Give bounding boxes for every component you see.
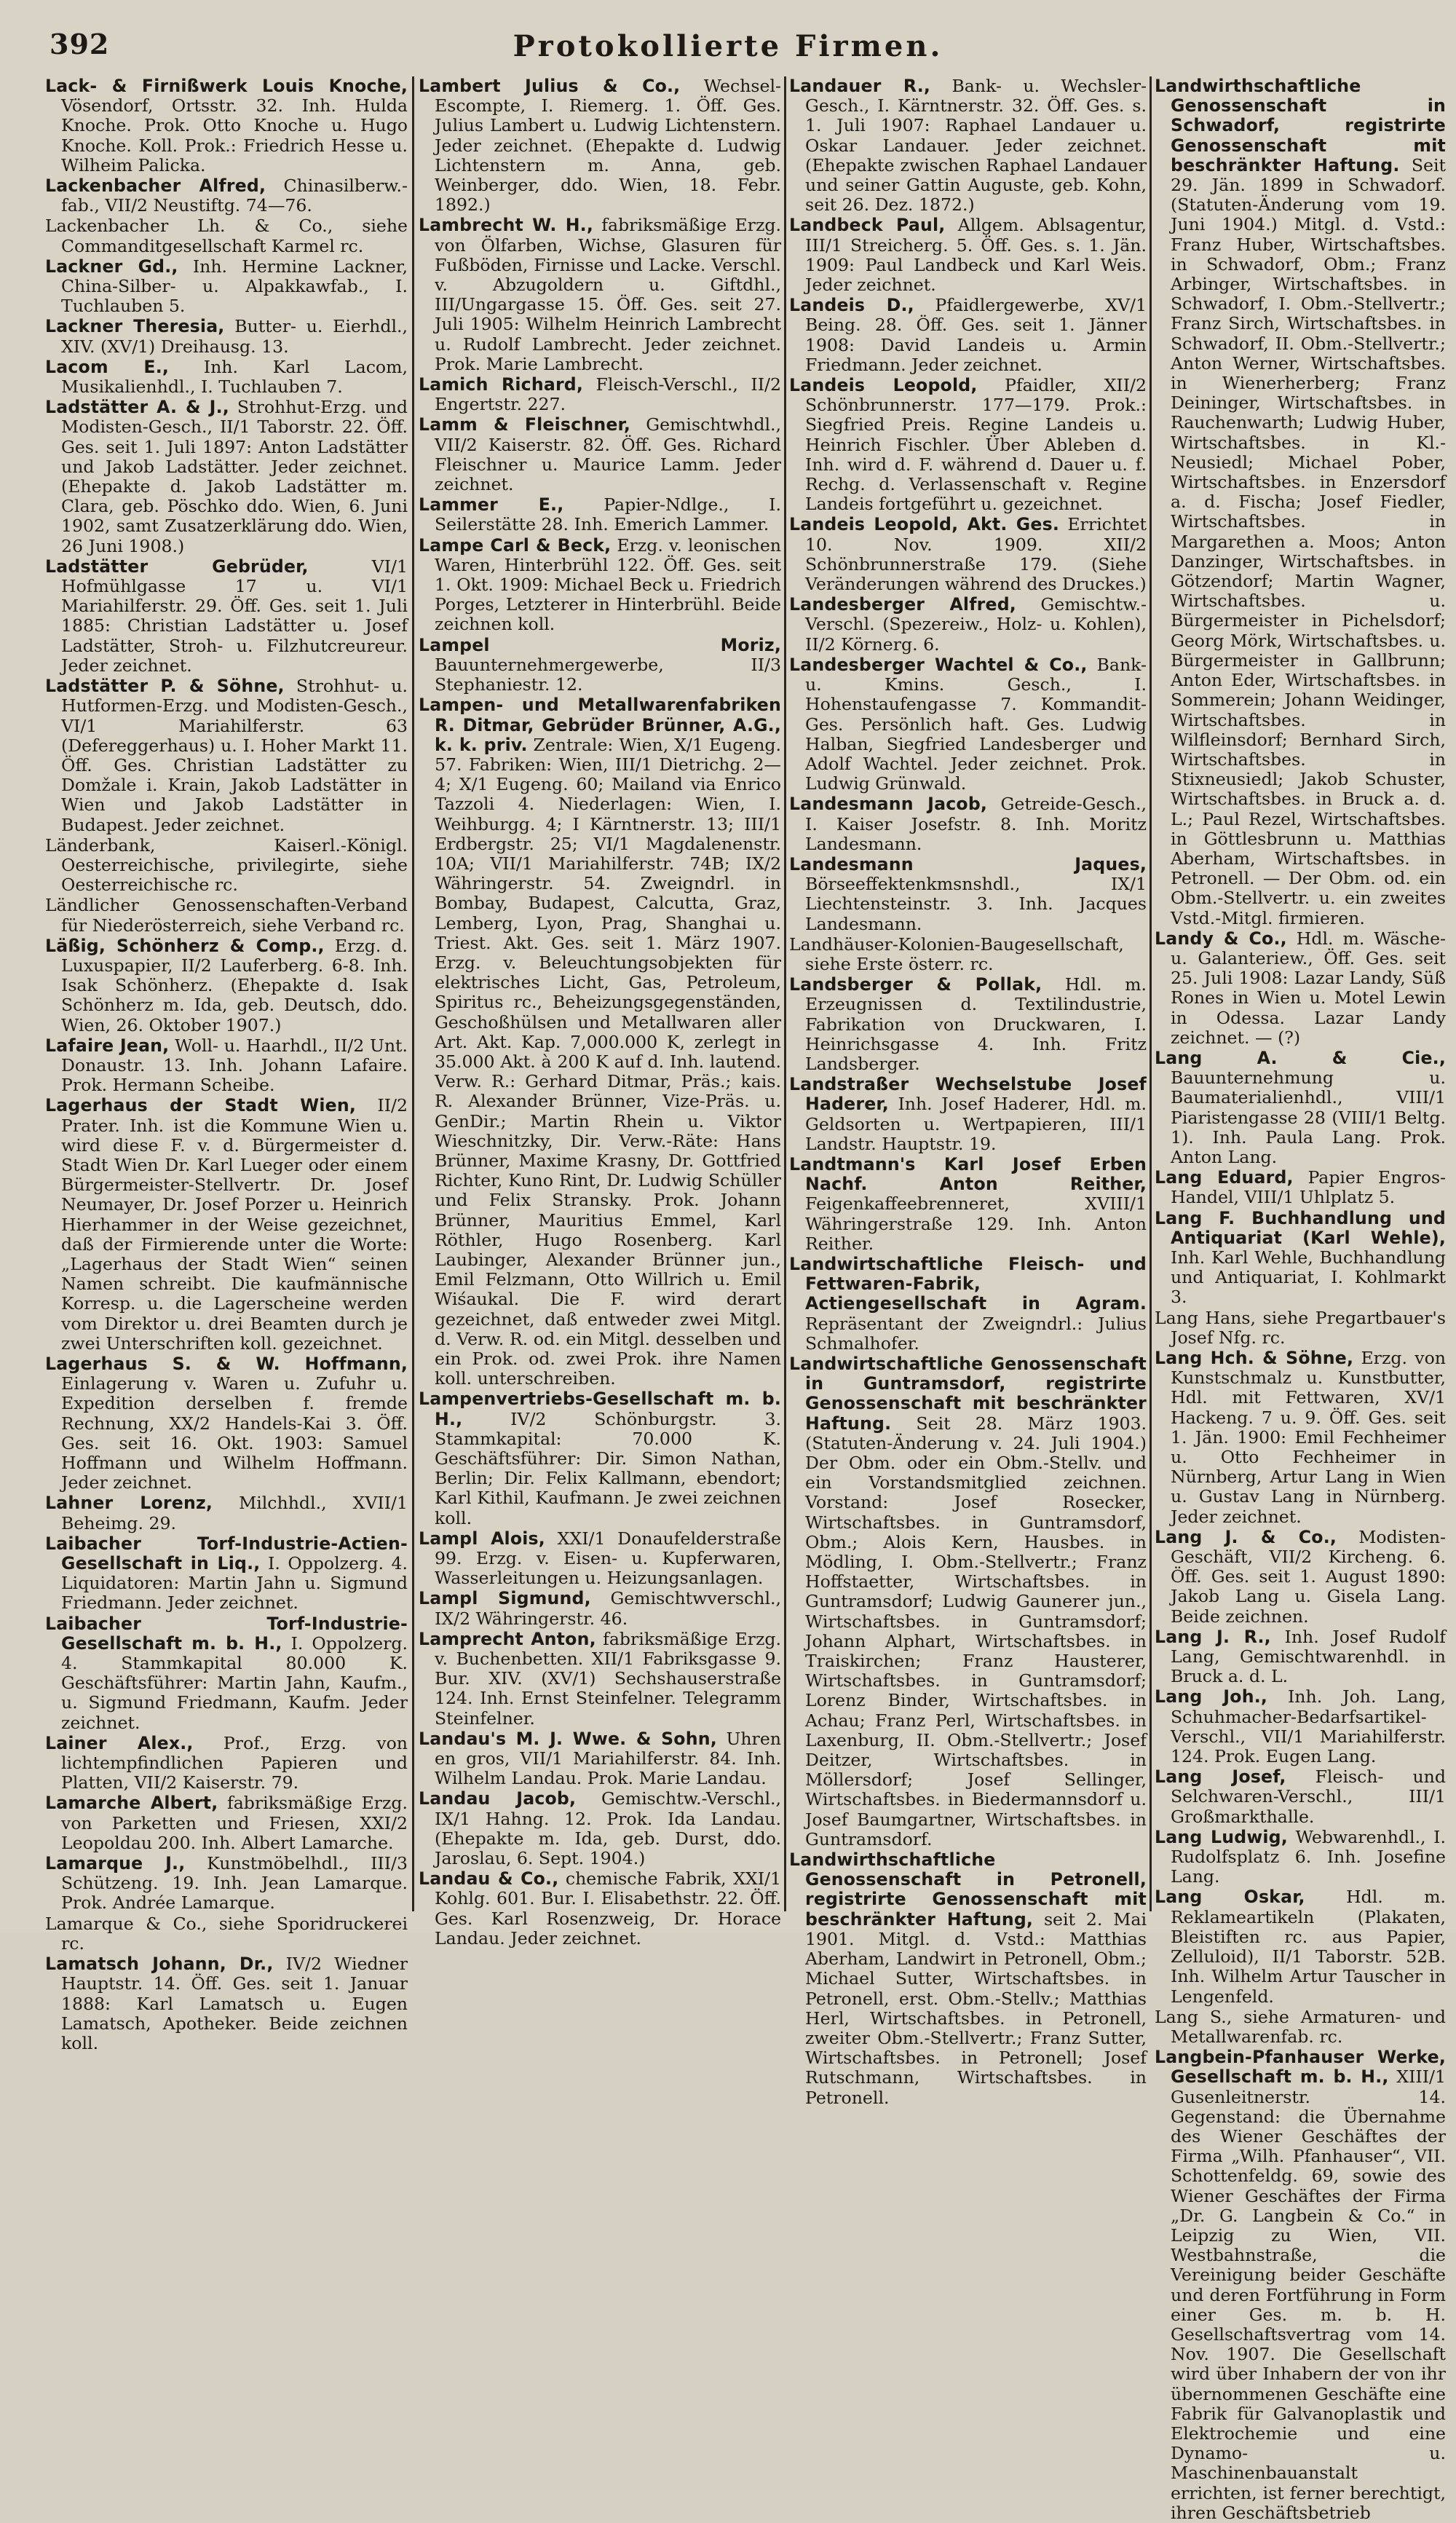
directory-entry <box>419 1789 781 1868</box>
firm-name: Lamprecht Anton, <box>419 1628 596 1649</box>
directory-entry <box>1155 1828 1446 1887</box>
firm-name: Lammer E., <box>419 494 564 516</box>
directory-entry <box>419 1869 781 1948</box>
entry-text: Strohhut-Erzg. und Modisten-Gesch., II/1 Taborstr. 22. Öff. Ges. seit 1. Juli 1897: Anton Ladstätter und Jakob Ladstätter. Jeder zeichnet. (Ehepakte d. Jakob Ladstätter m. Clara, geb. Pöschko ddo. Wien, 6. Juni 1902, samt Zusatzerklärung ddo. Wien, 26 Juni 1908.) <box>61 397 408 556</box>
directory-entry <box>419 375 781 414</box>
directory-entry <box>45 1614 408 1733</box>
entry-text: Inh. Josef Haderer, Hdl. m. Geldsorten u. Wertpapieren, III/1 Landstr. Hauptstr. 19. <box>805 1094 1147 1154</box>
directory-entry <box>45 1534 408 1614</box>
entry-text: Ländlicher Genossenschaften-Verband für Niederösterreich, siehe Verband rc. <box>45 895 408 936</box>
entry-text: Inh. Hermine Lackner, China-Silber- u. Alpakkawfab., I. Tuchlauben 5. <box>61 256 408 317</box>
directory-entry <box>789 1255 1147 1354</box>
firm-name: Landsberger & Pollak, <box>789 974 1042 995</box>
directory-entry <box>45 176 408 216</box>
firm-name: Lang Josef, <box>1155 1766 1286 1788</box>
directory-entry <box>789 216 1147 295</box>
firm-name: Landy & Co., <box>1155 928 1287 949</box>
directory-entry <box>789 655 1147 794</box>
firm-name: Langbein-Pfanhauser Werke, Gesellschaft m. b. H., <box>1155 2047 1446 2088</box>
entry-text: Seit 28. März 1903. (Statuten-Änderung v. 24. Juli 1904.) Der Obm. oder ein Obm.-Stellv. und ein Vorstandsmitglied zeichnen. Vorstand: Josef Rosecker, Wirtschaftsbes. in Guntramsdorf, Obm.; Alois Kern, Hausbes. in Mödling, I. Obm.-Stellvertr.; Franz Hoffstaetter, Wirtschaftsbes. in Guntramsdorf; Ludwig Gaunerer jun., Wirtschaftsbes. in Guntramsdorf; Johann Alphart, Wirtschaftsbes. in Traiskirchen; Franz Hausterer, Wirtschaftsbes. in Guntramsdorf; Lorenz Binder, Wirtschaftsbes. in Achau; Franz Perl, Wirtschaftsbes. in Laxenburg, II. Obm.-Stellvertr.; Josef Deitzer, Wirtschaftsbes. in Möllersdorf; Josef Sellinger, Wirtschaftsbes. in Biedermannsdorf u. Josef Baumgartner, Wirtschaftsbes. in Guntramsdorf. <box>805 1413 1147 1849</box>
directory-entry <box>419 415 781 494</box>
firm-name: Lang J. R., <box>1155 1626 1271 1647</box>
firm-name: Landauer R., <box>789 76 931 96</box>
directory-entry <box>45 398 408 556</box>
directory-entry <box>419 1589 781 1628</box>
directory-entry <box>45 557 408 676</box>
firm-name: Landtmann's Karl Josef Erben Nachf. Anton Reither, <box>789 1153 1147 1195</box>
entry-text: Bauunternehmung u. Baumaterialienhdl., VIII/1 Piaristengasse 28 (VIII/1 Beltg. 1). Inh. Paula Lang. Prok. Anton Lang. <box>1171 1067 1446 1167</box>
entry-text: Gemischtwverschl., IX/2 Währingerstr. 46. <box>435 1588 781 1629</box>
entry-text: Butter- u. Eierhdl., XIV. (XV/1) Dreihausg. 13. <box>61 316 408 357</box>
entry-text: Inh. Karl Wehle, Buchhandlung und Antiquariat, I. Kohlmarkt 3. <box>1171 1247 1446 1308</box>
entry-text: Feigenkaffeebrenneret, XVIII/1 Währingerstraße 129. Inh. Anton Reither. <box>805 1193 1147 1254</box>
directory-entry <box>45 896 408 935</box>
directory-entry <box>1155 1627 1446 1687</box>
entry-text: Einlagerung v. Waren u. Zufuhr u. Expedition derselben f. fremde Rechnung, XX/2 Handels-Kai 3. Öff. Ges. seit 16. Okt. 1903: Samuel Hoffmann und Wilhelm Hoffmann. Jeder zeichnet. <box>61 1373 408 1493</box>
firm-name: Lamarche Albert, <box>45 1793 218 1814</box>
directory-entry <box>1155 1349 1446 1527</box>
directory-entry <box>45 1493 408 1533</box>
firm-name: Lampl Alois, <box>419 1528 545 1549</box>
entry-text: Inh. Karl Lacom, Musikalienhdl., I. Tuchlauben 7. <box>61 356 408 398</box>
firm-name: Lambert Julius & Co., <box>419 76 681 96</box>
directory-entry <box>45 1354 408 1493</box>
entry-text: Uhren en gros, VII/1 Mariahilferstr. 84. Inh. Wilhelm Landau. Prok. Marie Landau. <box>435 1728 781 1789</box>
entry-text: chemische Fabrik, XXI/1 Kohlg. 601. Bur. I. Elisabethstr. 22. Öff. Ges. Karl Rosenzweig, Dr. Horace Landau. Jeder zeichnet. <box>435 1868 782 1948</box>
directory-entry <box>419 216 781 374</box>
firm-name: Laibacher Torf-Industrie-Actien-Gesellschaft in Liq., <box>45 1533 408 1574</box>
entry-text: Papier-Ndlge., I. Seilerstätte 28. Inh. Emerich Lammer. <box>435 494 781 535</box>
directory-entry <box>1155 2048 1446 2523</box>
firm-name: Landesberger Alfred, <box>789 594 1016 615</box>
directory-entry <box>789 1155 1147 1254</box>
directory-entry <box>45 317 408 356</box>
directory-entry <box>789 855 1147 934</box>
page-header <box>0 22 1456 76</box>
firm-name: Landstraßer Wechselstube Josef Haderer, <box>789 1074 1147 1115</box>
column-4 <box>1155 76 1447 2523</box>
directory-entry <box>1155 1528 1446 1627</box>
entry-text: Hdl. m. Reklameartikeln (Plakaten, Bleistiften rc. aus Papier, Zelluloid), II/1 Taborstr. 52B. Inh. Wilhelm Artur Tauscher in Lengenfeld. <box>1171 1887 1446 2007</box>
directory-entry <box>789 975 1147 1074</box>
entry-text: Bank- u. Wechsler-Gesch., I. Kärntnerstr. 32. Öff. Ges. s. 1. Juli 1907: Raphael Landauer u. Oskar Landauer. Jeder zeichnet. (Ehepakte zwischen Raphael Landauer und seiner Gattin Auguste, geb. Kohn, seit 26. Dez. 1872.) <box>805 76 1147 216</box>
firm-name: Lagerhaus S. & W. Hoffmann, <box>45 1354 408 1374</box>
firm-name: Lampenvertriebs-Gesellschaft m. b. H., <box>419 1389 781 1429</box>
entry-text: Pfaidler, XII/2 Schönbrunnerstr. 177—179. Prok.: Siegfried Preis. Regine Landeis u. Heinrich Fischler. Über Ableben d. Inh. wird d. F. während d. Dauer u. f. Rechg. d. Verlassenschaft v. Regine Landeis fortgeführt u. gezeichnet. <box>805 375 1147 515</box>
directory-entry <box>789 376 1147 514</box>
directory-entry <box>45 76 408 175</box>
entry-text: VI/1 Hofmühlgasse 17 u. VI/1 Mariahilferstr. 29. Öff. Ges. seit 1. Juli 1885: Christian Ladstätter u. Josef Ladstätter, Stroh- u. Filzhutcreureur. Jeder zeichnet. <box>61 556 408 676</box>
entry-text: Milchhdl., XVII/1 Beheimg. 29. <box>61 1493 408 1533</box>
firm-name: Landau & Co., <box>419 1868 559 1890</box>
directory-entry <box>789 76 1147 215</box>
directory-entry <box>419 495 781 534</box>
firm-name: Landwirthschaftliche Genossenschaft in Schwadorf, registrirte Genossenschaft mit beschränkter Haftung. <box>1155 76 1446 175</box>
firm-name: Landeis Leopold, <box>789 375 978 396</box>
column-2 <box>419 76 782 1948</box>
firm-name: Lamatsch Johann, Dr., <box>45 1954 274 1975</box>
firm-name: Ladstätter Gebrüder, <box>45 556 309 577</box>
firm-name: Landeis D., <box>789 295 914 316</box>
entry-text: Repräsentant der Zweigndrl.: Julius Schmalhofer. <box>805 1313 1147 1354</box>
firm-name: Lahner Lorenz, <box>45 1493 213 1514</box>
directory-entry <box>419 1529 781 1589</box>
entry-text: Börseeffektenkmsnshdl., IX/1 Liechtensteinstr. 3. Inh. Jacques Landesmann. <box>805 874 1147 934</box>
firm-name: Lang Joh., <box>1155 1686 1268 1707</box>
entry-text: Wechsel-Escompte, I. Riemerg. 1. Öff. Ges. Julius Lambert u. Ludwig Lichtenstern. Jeder zeichnet. (Ehepakte d. Ludwig Lichtenstern m. Anna, geb. Weinberger, ddo. Wien, 18. Febr. 1892.) <box>435 76 782 216</box>
entry-text: Lackenbacher Lh. & Co., siehe Commanditgesellschaft Karmel rc. <box>45 216 408 256</box>
entry-text: fabriksmäßige Erzg. von Ölfarben, Wichse, Glasuren für Fußböden, Firnisse und Lacke. Verschl. v. Abzugoldern u. Giftdhl., III/Ungargasse 15. Öff. Ges. seit 27. Juli 1905: Wilhelm Heinrich Lambrecht u. Rudolf Lambrecht. Jeder zeichnet. Prok. Marie Lambrecht. <box>435 215 781 374</box>
directory-entry <box>419 536 781 635</box>
directory-entry <box>419 1630 781 1729</box>
entry-text: Kunstmöbelhdl., III/3 Schützeng. 19. Inh. Jean Lamarque. Prok. Andrée Lamarque. <box>61 1853 408 1914</box>
firm-name: Lafaire Jean, <box>45 1035 170 1056</box>
directory-entry <box>45 1734 408 1793</box>
entry-text: Seit 29. Jän. 1899 in Schwadorf. (Statuten-Änderung vom 19. Juni 1904.) Mitgl. d. Vstd.: Franz Huber, Wirtschaftsbes. in Schwadorf, Obm.; Franz Arbinger, Wirtschaftsbes. in Schwadorf, I. Obm.-Stellvertr.; Franz Sirch, Wirtschaftsbes. in Schwadorf, II. Obm.-Stellvertr.; Anton Werner, Wirtschaftsbes. in Wienerherberg; Franz Deininger, Wirtschaftsbes. in Rauchenwarth; Ludwig Huber, Wirtschaftsbes. in Kl.-Neusiedl; Michael Pober, Wirtschaftsbes. in Enzersdorf a. d. Fischa; Josef Fiedler, Wirtschaftsbes. in Margarethen a. Moos; Anton Danzinger, Wirtschaftsbes. in Götzendorf; Martin Wagner, Wirtschaftsbes. u. Bürgermeister in Pichelsdorf; Georg Mörk, Wirtschaftsbes. u. Bürgermeister in Gallbrunn; Anton Eder, Wirtschaftsbes. in Sommerein; Johann Weidinger, Wirtschaftsbes. in Wilfleinsdorf; Bernhard Sirch, Wirtschaftsbes. in Stixneusiedl; Jakob Schuster, Wirtschaftsbes. in Bruck a. d. L.; Paul Rezel, Wirtschaftsbes. in Göttlesbrunn u. Matthias Aberham, Wirtschaftsbes. in Petronell. — Der Obm. od. ein Obm.-Stellvertr. u. ein zweites Vstd.-Mitgl. firmieren. <box>1171 154 1446 928</box>
firm-name: Lang J. & Co., <box>1155 1526 1337 1547</box>
entry-text: Erzg. v. leonischen Waren, Hinterbrühl 122. Öff. Ges. seit 1. Okt. 1909: Michael Beck u. Friedrich Porges, Letzterer in Hinterbrühl. Beide zeichnen koll. <box>435 534 781 635</box>
entry-text: Errichtet 10. Nov. 1909. XII/2 Schönbrunnerstraße 179. (Siehe Veränderungen während des Druckes.) <box>805 514 1147 595</box>
firm-name: Laibacher Torf-Industrie-Gesellschaft m. b. H., <box>45 1613 408 1654</box>
firm-name: Lackner Gd., <box>45 256 178 277</box>
firm-name: Lacom E., <box>45 356 170 377</box>
firm-name: Landwirtschaftliche Genossenschaft in Guntramsdorf, registrirte Genossenschaft mit beschränkter Haftung. <box>789 1354 1147 1434</box>
page-title: Protokollierte Firmen. <box>513 29 943 63</box>
entry-text: Lang Hans, siehe Pregartbauer's Josef Nfg. rc. <box>1155 1307 1446 1348</box>
firm-name: Lamm & Fleischner, <box>419 414 631 435</box>
directory-entry <box>419 636 781 695</box>
directory-entry <box>1155 1209 1446 1308</box>
directory-entry <box>45 1096 408 1354</box>
directory-entry <box>45 1954 408 2053</box>
firm-name: Lamich Richard, <box>419 374 584 395</box>
firm-name: Lang F. Buchhandlung und Antiquariat (Karl Wehle), <box>1155 1207 1446 1248</box>
firm-name: Lang Hch. & Söhne, <box>1155 1348 1354 1368</box>
entry-text: Inh. Josef Rudolf Lang, Gemischtwarenhdl. in Bruck a. d. L. <box>1171 1626 1447 1687</box>
page-number: 392 <box>50 28 110 60</box>
directory-entry <box>1155 2007 1446 2047</box>
directory-entry <box>419 695 781 1389</box>
directory-entry <box>1155 1308 1446 1348</box>
firm-name: Landesmann Jacob, <box>789 794 988 815</box>
entry-text: Fleisch- und Selchwaren-Verschl., III/1 Großmarkthalle. <box>1171 1766 1446 1827</box>
entry-text: Inh. Joh. Lang, Schuhmacher-Bedarfsartikel-Verschl., VII/1 Mariahilferstr. 124. Prok. Eugen Lang. <box>1171 1686 1446 1767</box>
entry-text: I. Oppolzerg. 4. Liquidatoren: Martin Jahn u. Sigmund Friedmann. Jeder zeichnet. <box>61 1553 408 1614</box>
entry-text: Modisten-Geschäft, VII/2 Kircheng. 6. Öff. Ges. seit 1. August 1890: Jakob Lang u. Gisela Lang. Beide zeichnen. <box>1171 1526 1446 1627</box>
entry-text: IV/2 Schönburgstr. 3. Stammkapital: 70.000 K. Geschäftsführer: Dir. Simon Nathan, Berlin; Dir. Felix Kallmann, ebendort; Karl Kithil, Kaufmann. Je zwei zeichnen koll. <box>435 1408 782 1528</box>
firm-name: Landesmann Jaques, <box>789 853 1147 874</box>
entry-text: Hdl. m. Wäsche- u. Galanteriew., Öff. Ges. seit 25. Juli 1908: Lazar Landy, Süß Rones in Wien u. Motel Lewin in Odessa. Lazar Landy zeichnet. — (?) <box>1171 928 1446 1048</box>
entry-text: Pfaidlergewerbe, XV/1 Being. 28. Öff. Ges. seit 1. Jänner 1908: David Landeis u. Armin Friedmann. Jeder zeichnet. <box>805 295 1147 375</box>
directory-entry <box>1155 1687 1446 1766</box>
firm-name: Lambrecht W. H., <box>419 215 593 236</box>
firm-name: Lack- & Firnißwerk Louis Knoche, <box>45 76 408 96</box>
column-3 <box>789 76 1147 2108</box>
entry-text: Webwarenhdl., I. Rudolfsplatz 6. Inh. Josefine Lang. <box>1171 1826 1446 1887</box>
entry-text: Hdl. m. Erzeugnissen d. Textilindustrie, Fabrikation von Druckwaren, I. Heinrichsgasse 4. Inh. Fritz Landsberger. <box>805 974 1147 1074</box>
directory-entry <box>45 216 408 256</box>
firm-name: Landwirtschaftliche Fleisch- und Fettwaren-Fabrik, Actiengesellschaft in Agram. <box>789 1253 1147 1314</box>
firm-name: Lampen- und Metallwarenfabriken R. Ditmar, Gebrüder Brünner, A.G., k. k. priv. <box>419 695 781 755</box>
entry-text: Landhäuser-Kolonien-Baugesellschaft, siehe Erste österr. rc. <box>789 933 1124 974</box>
directory-entry <box>789 1354 1147 1849</box>
directory-entry <box>789 515 1147 594</box>
entry-text: Bank- u. Kmins. Gesch., I. Hohenstaufengasse 7. Kommandit-Ges. Persönlich haft. Ges. Ludwig Halban, Siegfried Landesberger und Adolf Wachtel. Jeder zeichnet. Prok. Ludwig Grünwald. <box>805 654 1147 794</box>
firm-name: Lagerhaus der Stadt Wien, <box>45 1095 357 1116</box>
directory-entry <box>45 1854 408 1914</box>
entry-text: Gemischtw.-Verschl. (Spezereiw., Holz- u. Kohlen), II/2 Körnerg. 6. <box>805 594 1147 655</box>
firm-name: Lang A. & Cie., <box>1155 1047 1446 1068</box>
entry-text: Lang S., siehe Armaturen- und Metallwarenfab. rc. <box>1155 2006 1446 2047</box>
entry-text: Prof., Erzg. von lichtempfindlichen Papieren und Platten, VII/2 Kaiserstr. 79. <box>61 1732 408 1793</box>
firm-name: Lampe Carl & Beck, <box>419 534 612 556</box>
entry-text: II/2 Prater. Inh. ist die Kommune Wien u. wird diese F. v. d. Bürgermeister d. Stadt Wien Dr. Karl Lueger oder einem Bürgermeister-Stellvertr. Dr. Josef Neumayer, Dr. Josef Porzer u. Heinrich Hierhammer in der Weise gezeichnet, daß der Firmierende unter die Worte: „Lagerhaus der Stadt Wien“ seinen Namen schreibt. Die kaufmännische Korresp. u. die Lagerscheine werden vom Direktor u. drei Beamten durch je zwei Unterschriften koll. gezeichnet. <box>61 1095 408 1354</box>
entry-text: Erzg. d. Luxuspapier, II/2 Lauferberg. 6-8. Inh. Isak Schönherz. (Ehepakte d. Isak Schönherz m. Ida, geb. Deutsch, ddo. Wien, 26. Oktober 1907.) <box>61 935 408 1035</box>
firm-name: Ladstätter P. & Söhne, <box>45 676 285 697</box>
entry-text: fabriksmäßige Erzg. von Parketten und Friesen, XXI/2 Leopoldau 200. Inh. Albert Lamarche. <box>61 1793 408 1853</box>
directory-entry <box>789 794 1147 854</box>
directory-entry <box>45 257 408 317</box>
entry-text: Vösendorf, Ortsstr. 32. Inh. Hulda Knoche. Prok. Otto Knoche u. Hugo Knoche. Koll. Prok.: Friedrich Hesse u. Wilheim Palicka. <box>61 95 408 175</box>
entry-text: Gemischtwhdl., VII/2 Kaiserstr. 82. Öff. Ges. Richard Fleischner u. Maurice Lamm. Jeder zeichnet. <box>435 414 782 495</box>
directory-entry <box>789 1850 1147 2108</box>
directory-entry <box>789 296 1147 375</box>
firm-name: Lackner Theresia, <box>45 316 225 337</box>
firm-name: Landwirthschaftliche Genossenschaft in Petronell, registrirte Genossenschaft mit beschränkter Haftung, <box>789 1849 1147 1930</box>
entry-text: Chinasilberw.-fab., VII/2 Neustiftg. 74—76. <box>61 175 408 216</box>
column-divider <box>1150 76 1152 1911</box>
firm-name: Landesberger Wachtel & Co., <box>789 654 1088 675</box>
column-1 <box>45 76 408 2053</box>
entry-text: Papier Engros-Handel, VIII/1 Uhlplatz 5. <box>1171 1167 1447 1208</box>
firm-name: Lainer Alex., <box>45 1732 194 1753</box>
directory-entry <box>419 1389 781 1528</box>
entry-text: seit 2. Mai 1901. Mitgl. d. Vstd.: Matthias Aberham, Landwirt in Petronell, Obm.; Michael Sutter, Wirtschaftsbes. in Petronell, erst. Obm.-Stellv.; Matthias Herl, Wirtschaftsbes. in Petronell, zweiter Obm.-Stellvertr.; Franz Sutter, Wirtschaftsbes. in Petronell; Josef Rutschmann, Wirtschaftsbes. in Petronell. <box>805 1908 1147 2108</box>
directory-entry <box>45 836 408 896</box>
entry-text: Strohhut- u. Hutformen-Erzg. und Modisten-Gesch., VI/1 Mariahilferstr. 63 (Defereggerhaus) u. I. Hoher Markt 11. Öff. Ges. Christian Ladstätter zu Domžale i. Krain, Jakob Ladstätter in Wien und Jakob Ladstätter in Budapest. Jeder zeichnet. <box>61 676 408 835</box>
entry-text: IV/2 Wiedner Hauptstr. 14. Öff. Ges. seit 1. Januar 1888: Karl Lamatsch u. Eugen Lamatsch, Apotheker. Beide zeichnen koll. <box>61 1954 408 2053</box>
entry-text: Bauunternehmergewerbe, II/3 Stephaniestr. 12. <box>435 654 781 695</box>
column-divider <box>784 76 786 1911</box>
firm-name: Lampl Sigmund, <box>419 1588 591 1609</box>
firm-name: Läßig, Schönherz & Comp., <box>45 935 325 956</box>
entry-text: Zentrale: Wien, X/1 Eugeng. 57. Fabriken: Wien, III/1 Dietrichg. 2—4; X/1 Eugeng. 60; Mailand via Enrico Tazzoli 4. Niederlagen: Wien, I. Weihburgg. 4; I Kärntnerstr. 13; III/1 Erdbergstr. 25; VI/1 Magdalenenstr. 10A; VII/1 Mariahilferstr. 74B; IX/2 Währingerstr. 54. Zweigndrl. in Bombay, Budapest, Calcutta, Graz, Lemberg, Lyon, Prag, Shanghai u. Triest. Akt. Ges. seit 1. März 1907. Erzg. v. Beleuchtungsobjekten für elektrisches Licht, Gas, Petroleum, Spiritus rc., Beheizungsgegenständen, Geschoßhülsen und Metallwaren aller Art. Akt. Kap. 7,000.000 K, zerlegt in 35.000 Akt. à 200 K auf d. Inh. lautend. Verw. R.: Gerhard Ditmar, Präs.; kais. R. Alexander Brünner, Vize-Präs. u. GenDir.; Martin Rhein u. Viktor Wieschnitzky, Dir. Verw.-Räte: Hans Brünner, Maxime Krasny, Dr. Gottfried Richter, Kuno Rint, Dr. Ludwig Schüller und Felix Stransky. Prok. Johann Brünner, Mauritius Emmel, Karl Röthler, Hugo Rosenberg. Karl Laubinger, Alexander Brünner jun., Emil Felzmann, Otto Willrich u. Emil Wiśaukal. Die F. wird derart gezeichnet, daß entweder zwei Mitgl. d. Verw. R. od. ein Mitgl. desselben und ein Prok. od. zwei Prok. ihre Namen koll. unterschreiben. <box>435 734 781 1389</box>
entry-text: XIII/1 Gusenleitnerstr. 14. Gegenstand: die Übernahme des Wiener Geschäftes der Firma „Wilh. Pfanhauser“, VII. Schottenfeldg. 69, sowie des Wiener Geschäftes der Firma „Dr. G. Langbein & Co.“ in Leipzig zu Wien, VII. Westbahnstraße, die Vereinigung beider Geschäfte und deren Fortführung in Form einer Ges. m. b. H. Gesellschaftsvertrag vom 14. Nov. 1907. Die Gesellschaft wird über Inhabern der von ihr übernommenen Geschäfte eine Fabrik für Galvanoplastik und Elektrochemie und eine Dynamo- u. Maschinenbauanstalt errichten, ist ferner berechtigt, ihren Geschäftsbetrieb <box>1171 2066 1446 2523</box>
entry-text: Fleisch-Verschl., II/2 Engertstr. 227. <box>435 374 781 415</box>
column-divider <box>412 76 414 1911</box>
directory-entry <box>45 936 408 1035</box>
entry-text: fabriksmäßige Erzg. v. Buchenbetten. XII/1 Fabriksgasse 9. Bur. XIV. (XV/1) Sechshauserstraße 124. Inh. Ernst Steinfelner. Telegramm Steinfelner. <box>435 1628 781 1729</box>
directory-entry <box>1155 1767 1446 1827</box>
firm-name: Landau's M. J. Wwe. & Sohn, <box>419 1728 717 1749</box>
directory-entry <box>419 76 781 215</box>
directory-entry <box>1155 1168 1446 1207</box>
entry-columns <box>45 76 1447 2523</box>
directory-entry <box>419 1729 781 1789</box>
firm-name: Lampel Moriz, <box>419 634 781 655</box>
entry-text: Allgem. Ablsagentur, III/1 Streicherg. 5. Öff. Ges. s. 1. Jän. 1909: Paul Landbeck und Karl Weis. Jeder zeichnet. <box>805 215 1147 296</box>
firm-name: Landbeck Paul, <box>789 215 946 236</box>
directory-entry <box>45 1793 408 1853</box>
entry-text: Woll- u. Haarhdl., II/2 Unt. Donaustr. 13. Inh. Johann Lafaire. Prok. Hermann Scheibe. <box>61 1035 408 1096</box>
entry-text: Erzg. von Kunstschmalz u. Kunstbutter, Hdl. mit Fettwaren, XV/1 Hackeng. 7 u. 9. Öff. Ges. seit 1. Jän. 1900: Emil Fechheimer u. Otto Fechheimer in Nürnberg, Artur Lang in Wien u. Gustav Lang in Nürnberg. Jeder zeichnet. <box>1171 1348 1447 1527</box>
firm-name: Landeis Leopold, Akt. Ges. <box>789 514 1059 535</box>
firm-name: Lamarque J., <box>45 1853 186 1874</box>
directory-entry <box>45 1036 408 1096</box>
entry-text: Lamarque & Co., siehe Sporidruckerei rc. <box>45 1913 408 1954</box>
entry-text: XXI/1 Donaufelderstraße 99. Erzg. v. Eisen- u. Kupferwaren, Wasserleitungen u. Heizungsanlagen. <box>435 1528 781 1589</box>
firm-name: Lang Oskar, <box>1155 1887 1305 1908</box>
directory-entry <box>45 676 408 835</box>
firm-name: Lackenbacher Alfred, <box>45 175 266 197</box>
directory-entry <box>789 935 1147 974</box>
directory-entry <box>1155 76 1446 928</box>
directory-entry <box>1155 929 1446 1048</box>
directory-entry <box>45 358 408 397</box>
directory-entry <box>1155 1049 1446 1167</box>
directory-entry <box>45 1914 408 1954</box>
entry-text: Getreide-Gesch., I. Kaiser Josefstr. 8. Inh. Moritz Landesmann. <box>805 794 1147 854</box>
directory-entry <box>789 595 1147 655</box>
firm-name: Ladstätter A. & J., <box>45 397 229 418</box>
entry-text: Gemischtw.-Verschl., IX/1 Hahng. 12. Prok. Ida Landau. (Ehepakte m. Ida, geb. Durst, ddo. Jaroslau, 6. Sept. 1904.) <box>435 1788 782 1869</box>
firm-name: Lang Eduard, <box>1155 1167 1294 1188</box>
entry-text: Länderbank, Kaiserl.-Königl. Oesterreichische, privilegirte, siehe Oesterreichische rc. <box>45 834 408 896</box>
directory-entry <box>1155 1887 1446 2006</box>
firm-name: Landau Jacob, <box>419 1788 577 1809</box>
entry-text: I. Oppolzerg. 4. Stammkapital 80.000 K. Geschäftsführer: Martin Jahn, Kaufm., u. Sigmund Friedmann, Kaufm. Jeder zeichnet. <box>61 1632 408 1733</box>
firm-name: Lang Ludwig, <box>1155 1826 1288 1847</box>
directory-entry <box>789 1075 1147 1154</box>
